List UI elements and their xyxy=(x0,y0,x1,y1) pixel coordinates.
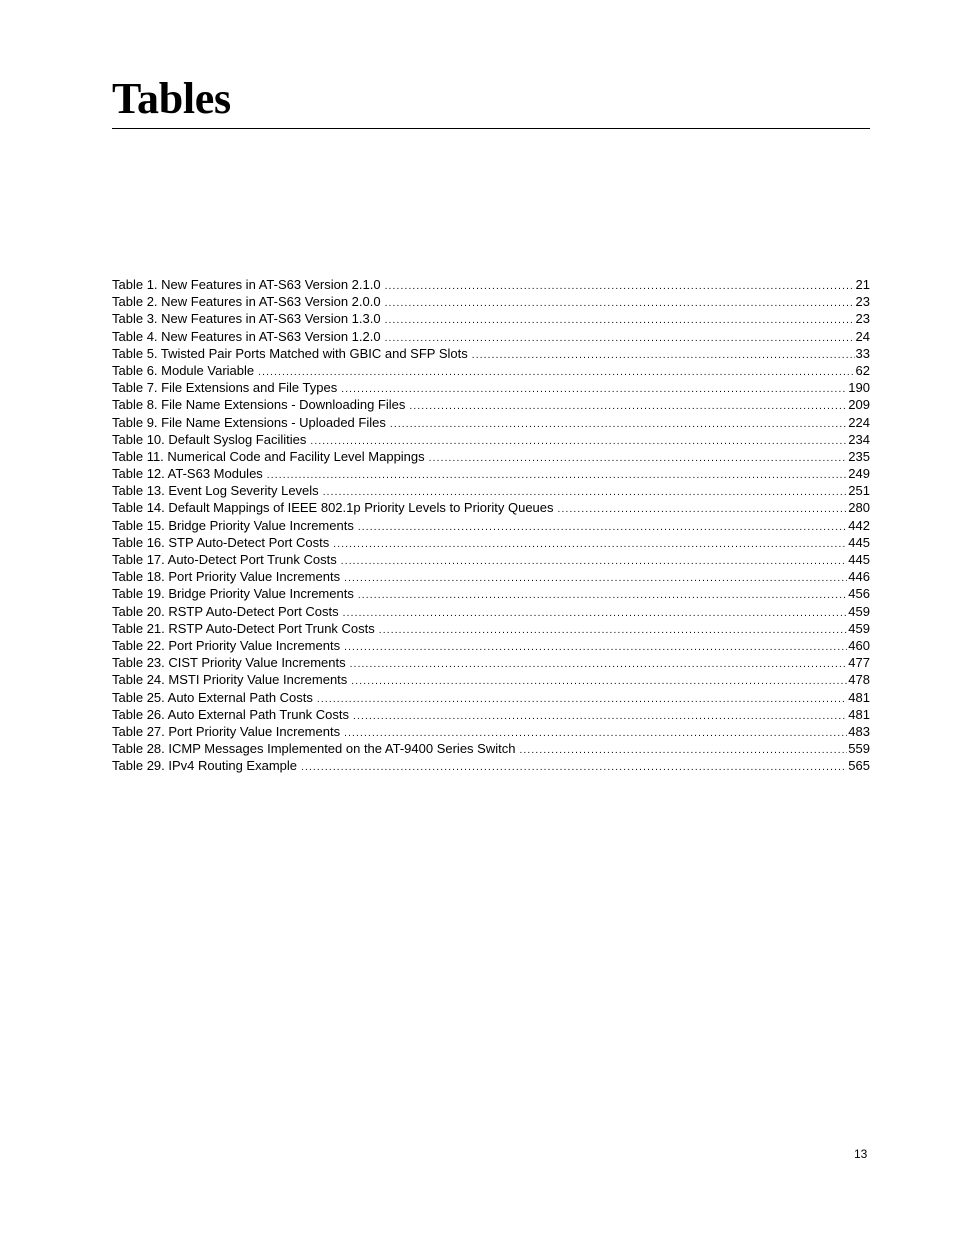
toc-entry[interactable] xyxy=(112,671,870,688)
dot-leader xyxy=(385,295,855,312)
toc-entry-title: Table 17. Auto-Detect Port Trunk Costs xyxy=(112,552,337,567)
toc-entry-title: Table 20. RSTP Auto-Detect Port Costs xyxy=(112,603,339,619)
toc-entry-page-number: 446 xyxy=(848,569,870,585)
toc-entry-page-number: 445 xyxy=(848,552,870,567)
toc-entry-title: Table 21. RSTP Auto-Detect Port Trunk Costs xyxy=(112,620,375,636)
dot-leader xyxy=(344,639,847,656)
toc-entry[interactable] xyxy=(112,517,870,534)
dot-leader xyxy=(350,656,848,673)
dot-leader xyxy=(472,347,855,364)
toc-entry[interactable] xyxy=(112,534,870,551)
toc-entry-title: Table 12. AT-S63 Modules xyxy=(112,466,263,482)
toc-entry-page-number: 481 xyxy=(848,706,870,722)
toc-entry-page-number: 559 xyxy=(848,741,870,757)
dot-leader xyxy=(358,519,847,536)
toc-entry[interactable] xyxy=(112,740,870,757)
dot-leader xyxy=(390,416,847,433)
dot-leader xyxy=(343,605,848,622)
toc-entry-title: Table 15. Bridge Priority Value Increments xyxy=(112,517,354,533)
toc-entry[interactable] xyxy=(112,706,870,723)
toc-entry-page-number: 477 xyxy=(848,655,870,671)
toc-entry[interactable] xyxy=(112,431,870,448)
toc-entry-page-number: 24 xyxy=(855,328,870,344)
toc-entry[interactable] xyxy=(112,379,870,396)
toc-entry-page-number: 33 xyxy=(855,345,870,361)
toc-entry[interactable] xyxy=(112,620,870,637)
dot-leader xyxy=(358,587,847,604)
dot-leader xyxy=(351,673,847,690)
dot-leader xyxy=(409,398,847,415)
toc-entry-title: Table 24. MSTI Priority Value Increments xyxy=(112,672,348,688)
toc-entry-page-number: 459 xyxy=(848,620,870,636)
toc-entry-title: Table 22. Port Priority Value Increments xyxy=(112,637,341,653)
toc-entry[interactable] xyxy=(112,362,870,379)
dot-leader xyxy=(341,553,848,570)
toc-entry-title: Table 2. New Features in AT-S63 Version 2.0.0 xyxy=(112,294,381,310)
toc-entry-page-number: 280 xyxy=(848,500,870,516)
toc-entry[interactable] xyxy=(112,689,870,706)
toc-entry[interactable] xyxy=(112,448,870,465)
toc-entry-page-number: 460 xyxy=(848,637,870,653)
toc-entry-page-number: 23 xyxy=(855,311,870,327)
toc-entry-title: Table 19. Bridge Priority Value Increments xyxy=(112,586,354,602)
toc-entry[interactable] xyxy=(112,568,870,585)
toc-entry-page-number: 481 xyxy=(848,689,870,705)
toc-entry[interactable] xyxy=(112,293,870,310)
toc-entry-page-number: 62 xyxy=(855,362,870,378)
toc-entry[interactable] xyxy=(112,482,870,499)
toc-entry[interactable] xyxy=(112,551,870,568)
dot-leader xyxy=(558,501,848,518)
toc-entry-title: Table 23. CIST Priority Value Increments xyxy=(112,655,346,671)
dot-leader xyxy=(267,467,848,484)
toc-entry-page-number: 190 xyxy=(848,380,870,396)
toc-entry[interactable] xyxy=(112,310,870,327)
dot-leader xyxy=(344,570,847,587)
toc-entry-title: Table 4. New Features in AT-S63 Version 1.2.0 xyxy=(112,328,381,344)
toc-entry-title: Table 29. IPv4 Routing Example xyxy=(112,758,297,774)
toc-entry[interactable] xyxy=(112,276,870,293)
dot-leader xyxy=(379,622,848,639)
toc-entry-title: Table 27. Port Priority Value Increments xyxy=(112,723,341,739)
toc-entry-title: Table 13. Event Log Severity Levels xyxy=(112,483,319,499)
toc-entry-title: Table 5. Twisted Pair Ports Matched with GBIC and SFP Slots xyxy=(112,345,468,361)
toc-entry-title: Table 14. Default Mappings of IEEE 802.1p Priority Levels to Priority Queues xyxy=(112,500,554,516)
toc-entry-page-number: 445 xyxy=(848,534,870,550)
toc-entry-page-number: 23 xyxy=(855,294,870,310)
dot-leader xyxy=(333,536,847,553)
toc-entry-title: Table 16. STP Auto-Detect Port Costs xyxy=(112,534,330,550)
toc-entry-title: Table 25. Auto External Path Costs xyxy=(112,689,313,705)
toc-entry-title: Table 11. Numerical Code and Facility Level Mappings xyxy=(112,448,425,464)
toc-entry-page-number: 234 xyxy=(848,431,870,447)
toc-entry[interactable] xyxy=(112,637,870,654)
toc-entry-page-number: 483 xyxy=(848,723,870,739)
toc-entry-page-number: 251 xyxy=(848,483,870,499)
toc-entry[interactable] xyxy=(112,345,870,362)
toc-entry-title: Table 18. Port Priority Value Increments xyxy=(112,569,341,585)
dot-leader xyxy=(353,708,847,725)
toc-entry-page-number: 224 xyxy=(848,414,870,430)
toc-entry-page-number: 456 xyxy=(848,586,870,602)
toc-entry[interactable] xyxy=(112,723,870,740)
toc-entry[interactable] xyxy=(112,499,870,516)
toc-entry-title: Table 6. Module Variable xyxy=(112,362,255,378)
toc-entry-page-number: 478 xyxy=(848,672,870,688)
toc-entry[interactable] xyxy=(112,603,870,620)
page-number: 13 xyxy=(854,1147,868,1161)
toc-entry-title: Table 9. File Name Extensions - Uploaded Files xyxy=(112,414,386,430)
page-title: Tables xyxy=(112,74,231,123)
toc-entry-title: Table 1. New Features in AT-S63 Version 2.1.0 xyxy=(112,277,381,292)
dot-leader xyxy=(519,742,847,759)
toc-entry-page-number: 235 xyxy=(848,448,870,464)
dot-leader xyxy=(258,364,854,381)
toc-entry[interactable] xyxy=(112,396,870,413)
toc-entry-page-number: 459 xyxy=(848,603,870,619)
toc-entry[interactable] xyxy=(112,654,870,671)
dot-leader xyxy=(385,312,855,329)
toc-entry[interactable] xyxy=(112,328,870,345)
toc-entry-page-number: 249 xyxy=(848,466,870,482)
toc-entry-title: Table 10. Default Syslog Facilities xyxy=(112,431,307,447)
toc-entry-page-number: 442 xyxy=(848,517,870,533)
dot-leader xyxy=(429,450,848,467)
toc-entry[interactable] xyxy=(112,465,870,482)
toc-entry-page-number: 209 xyxy=(848,397,870,413)
dot-leader xyxy=(301,759,847,776)
dot-leader xyxy=(385,278,855,295)
title-divider xyxy=(112,128,870,129)
list-of-tables xyxy=(112,276,870,774)
dot-leader xyxy=(341,381,847,398)
toc-entry[interactable] xyxy=(112,414,870,431)
toc-entry[interactable] xyxy=(112,585,870,602)
toc-entry[interactable] xyxy=(112,757,870,774)
toc-entry-title: Table 8. File Name Extensions - Downloading Files xyxy=(112,397,406,413)
dot-leader xyxy=(317,691,847,708)
toc-entry-title: Table 28. ICMP Messages Implemented on the AT-9400 Series Switch xyxy=(112,741,516,757)
toc-entry-title: Table 7. File Extensions and File Types xyxy=(112,380,338,396)
toc-entry-title: Table 3. New Features in AT-S63 Version 1.3.0 xyxy=(112,311,381,327)
toc-entry-page-number: 21 xyxy=(855,277,870,292)
toc-entry-title: Table 26. Auto External Path Trunk Costs xyxy=(112,706,350,722)
toc-entry-page-number: 565 xyxy=(848,758,870,774)
